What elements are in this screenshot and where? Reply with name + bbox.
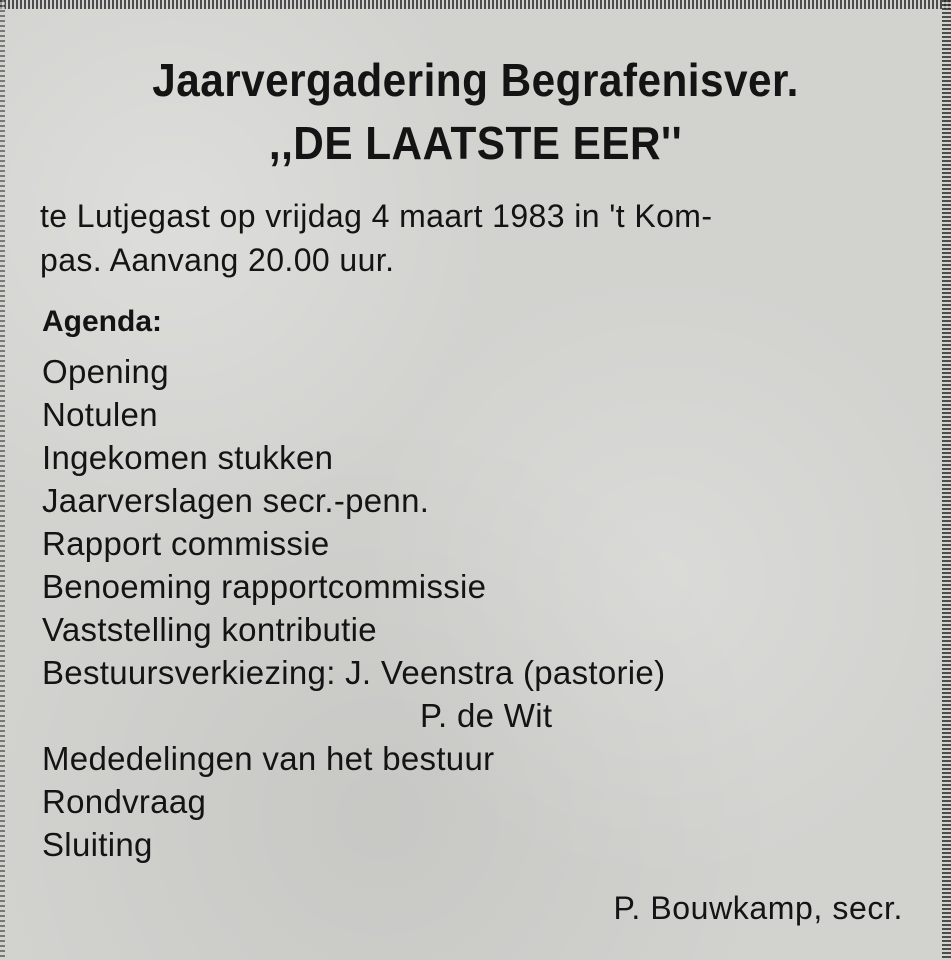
agenda-item: Opening [42,353,169,390]
torn-edge-top [0,0,951,9]
agenda-item: Sluiting [42,826,153,863]
association-name: ,,DE LAATSTE EER'' [268,117,683,169]
meeting-details-line-2: pas. Aanvang 20.00 uur. [40,242,395,278]
agenda-item: Vaststelling kontributie [42,611,377,648]
agenda-item: Ingekomen stukken [42,439,334,476]
torn-edge-right [942,0,951,960]
agenda-item: Rapport commissie [42,525,330,562]
agenda-item: Mededelingen van het bestuur [42,740,495,777]
announcement-title: Jaarvergadering Begrafenisver. [152,54,799,106]
agenda-item: Notulen [42,396,158,433]
torn-edge-left [0,0,5,960]
agenda-heading: Agenda: [42,305,162,338]
agenda-list [42,350,665,866]
meeting-details-line-1: te Lutjegast op vrijdag 4 maart 1983 in 't Kom- [40,198,713,234]
agenda-item: Bestuursverkiezing: J. Veenstra (pastorie) [42,654,666,691]
secretary-signature: P. Bouwkamp, secr. [613,890,903,926]
agenda-item: Benoeming rapportcommissie [42,568,487,605]
meeting-details [40,194,900,282]
agenda-item: Rondvraag [42,783,207,820]
agenda-item: Jaarverslagen secr.-penn. [42,482,430,519]
agenda-item-candidate: P. de Wit [420,697,553,734]
